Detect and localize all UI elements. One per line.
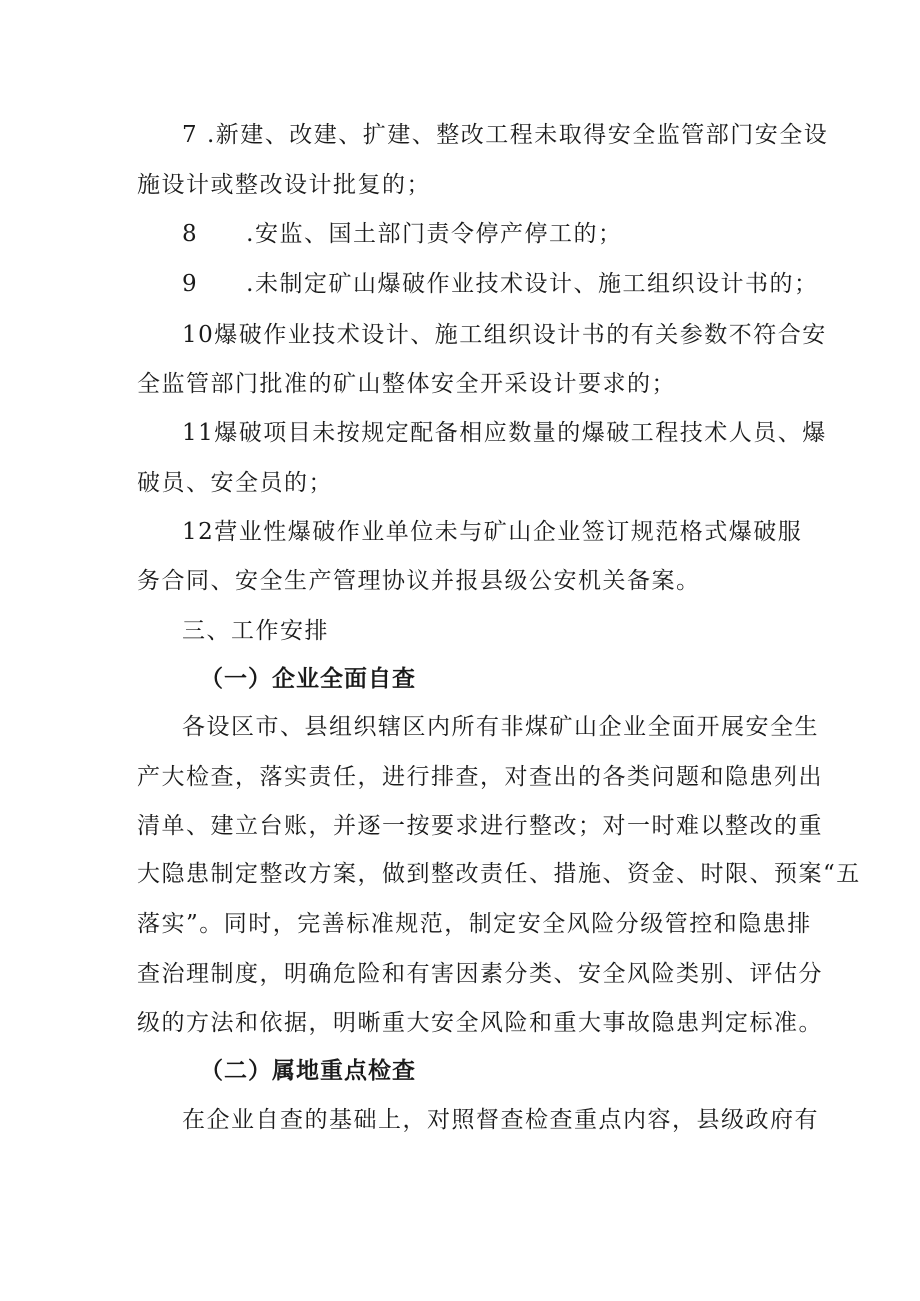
item-8 — [182, 219, 622, 249]
item-7-line-2: 施设计或整改设计批复的； — [137, 172, 431, 198]
subsection-1-line-4: 大隐患制定整改方案，做到整改责任、措施、资金、时限、预案“五 — [137, 861, 861, 887]
item-12-line-2: 务合同、安全生产管理协议并报县级公安机关备案。 — [137, 568, 701, 594]
item-12-line-1: 12营业性爆破作业单位未与矿山企业签订规范格式爆破服 — [182, 519, 803, 545]
subsection-2-line-1: 在企业自查的基础上，对照督查检查重点内容，县级政府有 — [182, 1107, 819, 1133]
subsection-1-line-1: 各设区市、县组织辖区内所有非煤矿山企业全面开展安全生 — [182, 714, 819, 740]
subsection-1-line-5: 落实”。同时，完善标准规范，制定安全风险分级管控和隐患排 — [137, 911, 812, 937]
subsection-1-heading: （一）企业全面自查 — [200, 666, 416, 692]
subsection-1-line-2: 产大检查，落实责任，进行排查，对查出的各类问题和隐患列出 — [137, 764, 823, 790]
item-11-line-1: 11爆破项目未按规定配备相应数量的爆破工程技术人员、爆 — [182, 420, 827, 446]
item-11-line-2: 破员、安全员的； — [137, 470, 333, 496]
item-8-text: .安监、国土部门责令停产停工的； — [246, 221, 623, 247]
item-10-line-2: 全监管部门批准的矿山整体安全开采设计要求的； — [137, 371, 676, 397]
item-9 — [182, 269, 818, 299]
subsection-1-line-3: 清单、建立台账，并逐一按要求进行整改；对一时难以整改的重 — [137, 813, 823, 839]
item-8-number: 8 — [182, 221, 199, 247]
subsection-1-line-7: 级的方法和依据，明晰重大安全风险和重大事故隐患判定标准。 — [137, 1010, 823, 1036]
item-10-line-1: 10爆破作业技术设计、施工组织设计书的有关参数不符合安 — [182, 322, 827, 348]
item-9-text: .未制定矿山爆破作业技术设计、施工组织设计书的； — [246, 271, 819, 297]
subsection-2-heading: （二）属地重点检查 — [200, 1058, 416, 1084]
item-9-number: 9 — [182, 271, 199, 297]
item-7-line-1: 7 .新建、改建、扩建、整改工程未取得安全监管部门安全设 — [182, 122, 829, 148]
section-3-heading: 三、工作安排 — [182, 618, 329, 644]
subsection-1-line-6: 查治理制度，明确危险和有害因素分类、安全风险类别、评估分 — [137, 961, 823, 987]
